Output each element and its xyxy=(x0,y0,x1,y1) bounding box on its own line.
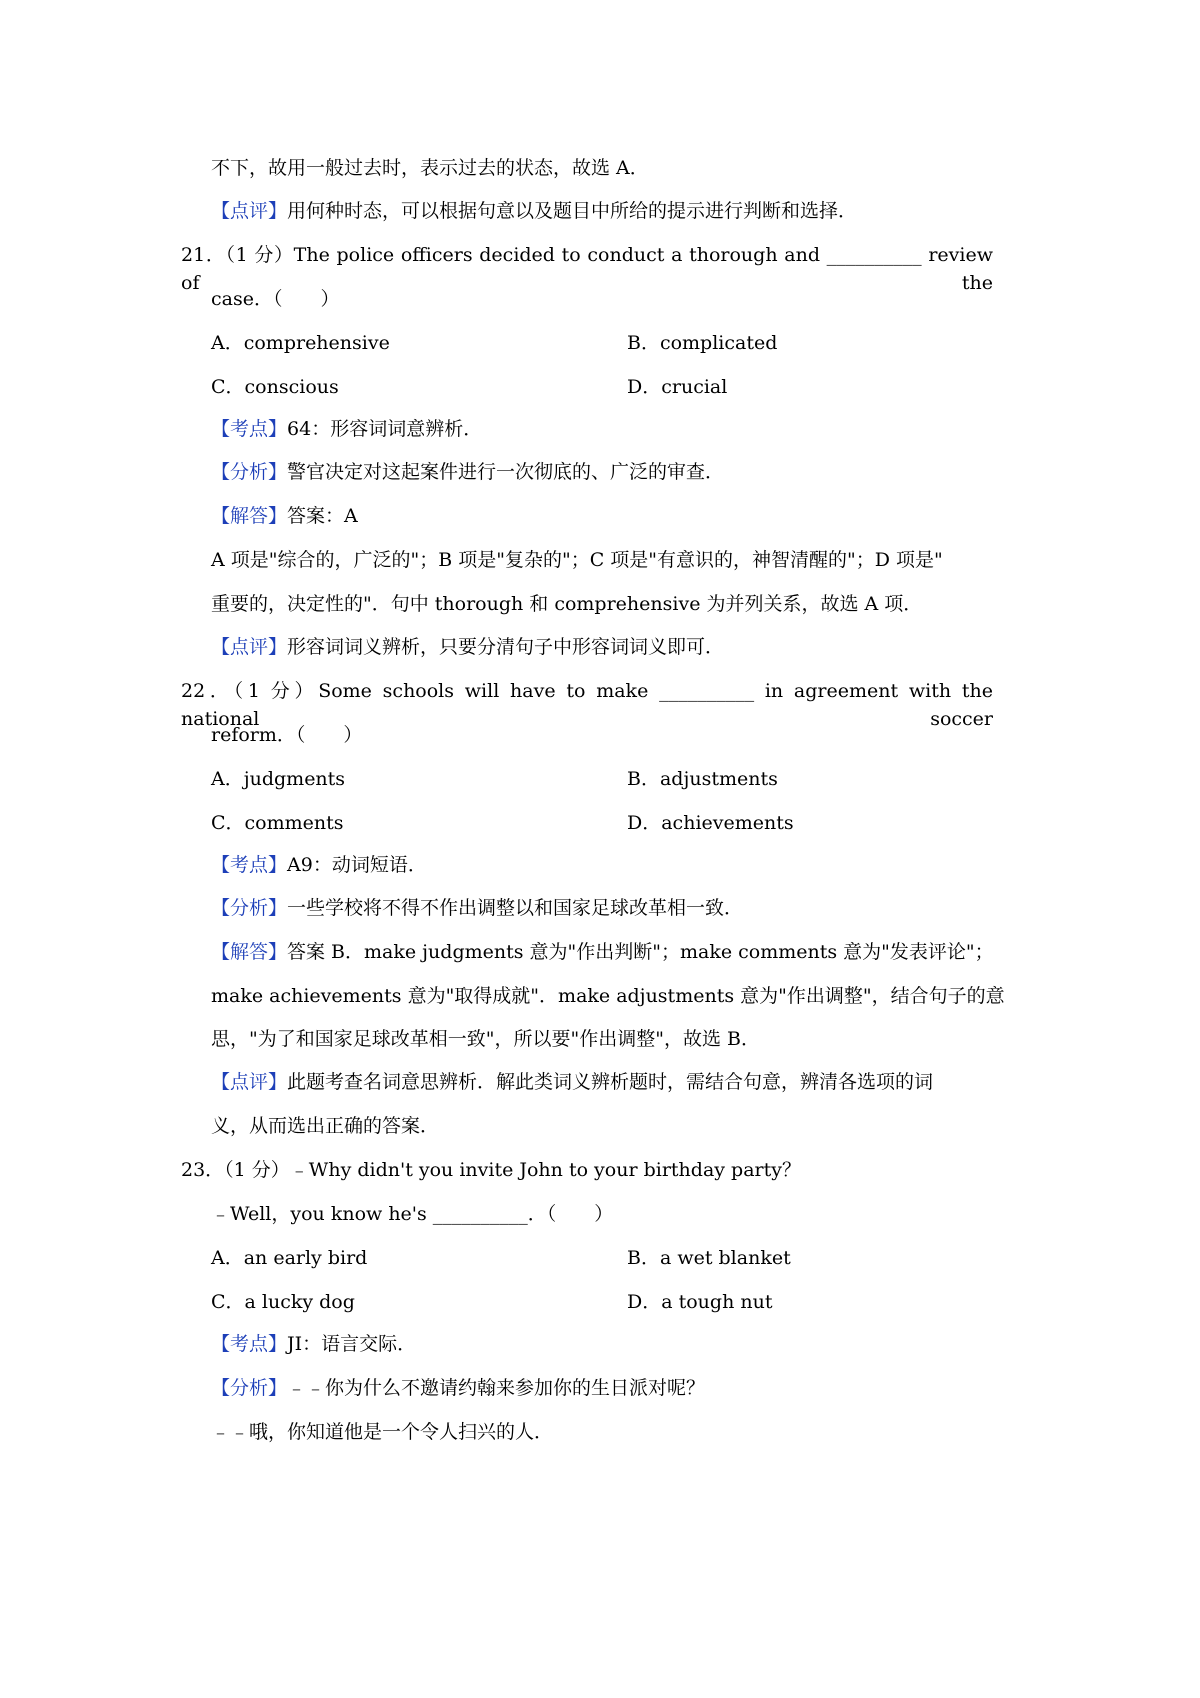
q21-option-a: A．comprehensive xyxy=(211,332,390,354)
fenxi-text: 一些学校将不得不作出调整以和国家足球改革相一致． xyxy=(287,897,744,919)
q23-option-c: C．a lucky dog xyxy=(211,1291,355,1313)
q23-stem: 23．（1 分）﹣Why didn't you invite John to your birthday party？ xyxy=(181,1159,801,1181)
q21-jieda xyxy=(211,502,358,530)
q21-option-c: C．conscious xyxy=(211,376,339,398)
intro-comment xyxy=(211,197,857,225)
q21-option-b: B．complicated xyxy=(627,332,778,354)
dianping-text: 形容词词义辨析，只要分清句子中形容词词义即可． xyxy=(287,636,725,658)
q22-kaodian xyxy=(211,851,427,879)
q23-stem-cont: ﹣Well，you know he's __________．（ ） xyxy=(211,1203,614,1225)
q23-option-d: D．a tough nut xyxy=(627,1291,773,1313)
fenxi-tag: 【分析】 xyxy=(211,461,288,483)
q22-fenxi xyxy=(211,894,743,922)
q22-stem: 22．（1 分）Some schools will have to make __________ in agreement with the national soccer xyxy=(181,680,993,730)
jieda-tag: 【解答】 xyxy=(211,941,288,963)
q21-explain-line: A 项是"综合的，广泛的"；B 项是"复杂的"；C 项是"有意识的，神智清醒的"；D 项是" xyxy=(211,549,943,571)
q22-dianping-cont: 义，从而选出正确的答案． xyxy=(211,1115,440,1137)
fenxi-tag: 【分析】 xyxy=(211,1377,288,1399)
q23-kaodian xyxy=(211,1330,416,1358)
q21-fenxi xyxy=(211,458,724,486)
q21-dianping xyxy=(211,633,724,661)
q22-stem-cont: reform．（ ） xyxy=(211,724,363,746)
fenxi-tag: 【分析】 xyxy=(211,897,288,919)
fenxi-text: 警官决定对这起案件进行一次彻底的、广泛的审查． xyxy=(287,461,725,483)
dianping-tag: 【点评】 xyxy=(211,1071,288,1093)
jieda-text: 答案 B．make judgments 意为"作出判断"；make comments 意为"发表评论"； xyxy=(287,941,994,963)
kaodian-text: A9：动词短语． xyxy=(287,854,427,876)
kaodian-text: JI：语言交际． xyxy=(287,1333,417,1355)
q23-option-a: A．an early bird xyxy=(211,1247,368,1269)
q21-stem: 21．（1 分）The police officers decided to conduct a thorough and __________ review of the xyxy=(181,244,993,294)
q22-jieda-cont: make achievements 意为"取得成就"．make adjustments 意为"作出调整"，结合句子的意 xyxy=(211,985,1005,1007)
q22-dianping xyxy=(211,1068,933,1096)
q21-stem-cont: case．（ ） xyxy=(211,288,340,310)
jieda-tag: 【解答】 xyxy=(211,505,288,527)
dianping-text: 此题考查名词意思辨析．解此类词义辨析题时，需结合句意，辨清各选项的词 xyxy=(287,1071,934,1093)
kaodian-tag: 【考点】 xyxy=(211,418,288,440)
q21-option-d: D．crucial xyxy=(627,376,728,398)
dianping-text: 用何种时态，可以根据句意以及题目中所给的提示进行判断和选择． xyxy=(287,200,858,222)
q23-fenxi xyxy=(211,1374,705,1402)
kaodian-text: 64：形容词词意辨析． xyxy=(287,418,483,440)
q22-option-d: D．achievements xyxy=(627,812,794,834)
dianping-tag: 【点评】 xyxy=(211,200,288,222)
q22-option-a: A．judgments xyxy=(211,768,346,790)
fenxi-text: ﹣﹣你为什么不邀请约翰来参加你的生日派对呢？ xyxy=(287,1377,706,1399)
jieda-text: 答案：A xyxy=(287,505,358,527)
kaodian-tag: 【考点】 xyxy=(211,1333,288,1355)
q22-option-c: C．comments xyxy=(211,812,344,834)
intro-text: 不下，故用一般过去时，表示过去的状态，故选 A． xyxy=(211,157,649,179)
q21-kaodian xyxy=(211,415,482,443)
q22-jieda-cont: 思，"为了和国家足球改革相一致"，所以要"作出调整"，故选 B． xyxy=(211,1028,760,1050)
q23-option-b: B．a wet blanket xyxy=(627,1247,791,1269)
q23-fenxi-cont: ﹣﹣哦，你知道他是一个令人扫兴的人． xyxy=(211,1421,554,1443)
kaodian-tag: 【考点】 xyxy=(211,854,288,876)
q21-explain-line: 重要的，决定性的"．句中 thorough 和 comprehensive 为并列关系，故选 A 项． xyxy=(211,593,923,615)
q22-option-b: B．adjustments xyxy=(627,768,778,790)
dianping-tag: 【点评】 xyxy=(211,636,288,658)
q22-jieda xyxy=(211,938,994,966)
